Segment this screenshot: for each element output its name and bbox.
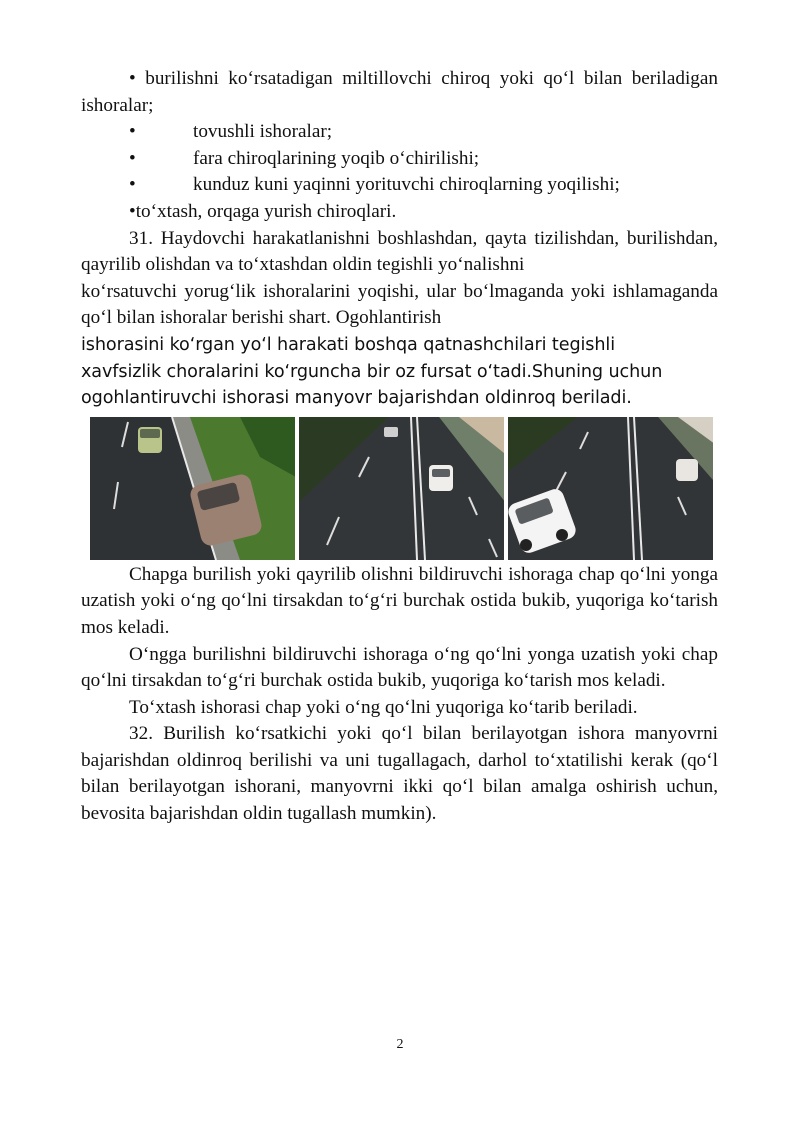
paragraph-31-line-1: ishorasini ko‘rgan yo‘l harakati boshqa qatnashchilari tegishli xyxy=(81,334,615,355)
paragraph-stop-lights: •to‘xtash, orqaga yurish chiroqlari. xyxy=(129,200,397,222)
bullet-item-headlights: • fara chiroqlarining yoqib o‘chirilishi; xyxy=(81,146,718,173)
paragraph-31-line-2: xavfsizlik choralarini ko‘rguncha bir oz fursat o‘tadi.Shuning uchun xyxy=(81,361,663,382)
page-number: 2 xyxy=(396,1037,404,1052)
road-image-car-ahead xyxy=(299,417,504,560)
paragraph-right-turn-signal: O‘ngga burilishni bildiruvchi ishoraga o‘ng qo‘lni yonga uzatish yoki chap qo‘lni tirsakdan to‘g‘ri burchak ostida bukib, yuqoriga ko‘tarish mos keladi. xyxy=(81,643,718,692)
paragraph-31-line-3: ogohlantiruvchi ishorasi manyovr bajarishdan oldinroq beriladi. xyxy=(81,388,632,409)
road-image-car-turning xyxy=(508,417,713,560)
paragraph-31-middle: ko‘rsatuvchi yorug‘lik ishoralarini yoqishi, ular bo‘lmaganda yoki ishlamaganda qo‘l bilan ishoralar berishi shart. Ogohlantirish xyxy=(81,280,718,329)
document-page xyxy=(81,66,718,828)
road-image-left-lane-change xyxy=(90,417,295,560)
bullet-mark: • xyxy=(129,174,136,196)
paragraph-stop-signal: To‘xtash ishorasi chap yoki o‘ng qo‘lni yuqoriga ko‘tarib beriladi. xyxy=(129,696,638,718)
paragraph-31-start: 31. Haydovchi harakatlanishni boshlashdan, qayta tizilishdan, burilishdan, qayrilib olishdan va to‘xtashdan oldin tegishli yo‘nalishni xyxy=(81,227,718,276)
bullet-item-sound: • tovushli ishoralar; xyxy=(81,119,718,146)
bullet-item-daytime-lights: • kunduz kuni yaqinni yorituvchi chiroqlarning yoqilishi; xyxy=(81,172,718,199)
paragraph-turn-signal: • burilishni ko‘rsatadigan miltillovchi chiroq yoki qo‘l bilan beriladigan ishoralar; xyxy=(81,68,718,116)
bullet-mark: • xyxy=(129,147,136,169)
road-illustrations xyxy=(90,417,713,560)
bullet-mark: • xyxy=(129,121,136,143)
paragraph-left-turn-signal: Chapga burilish yoki qayrilib olishni bildiruvchi ishoraga chap qo‘lni yonga uzatish yoki o‘ng qo‘lni tirsakdan to‘g‘ri burchak ostida bukib, yuqoriga ko‘tarish mos keladi. xyxy=(81,563,718,638)
paragraph-32: 32. Burilish ko‘rsatkichi yoki qo‘l bilan berilayotgan ishora manyovrni bajarishdan oldinroq berilishi va uni tugallagach, darhol to‘xtatilishi kerak (qo‘l bilan berilayotgan ishorani, manyovrni ikki qo‘l bilan amalga oshirish uchun, bevosita bajarishdan oldin tugallash mumkin). xyxy=(81,723,718,825)
